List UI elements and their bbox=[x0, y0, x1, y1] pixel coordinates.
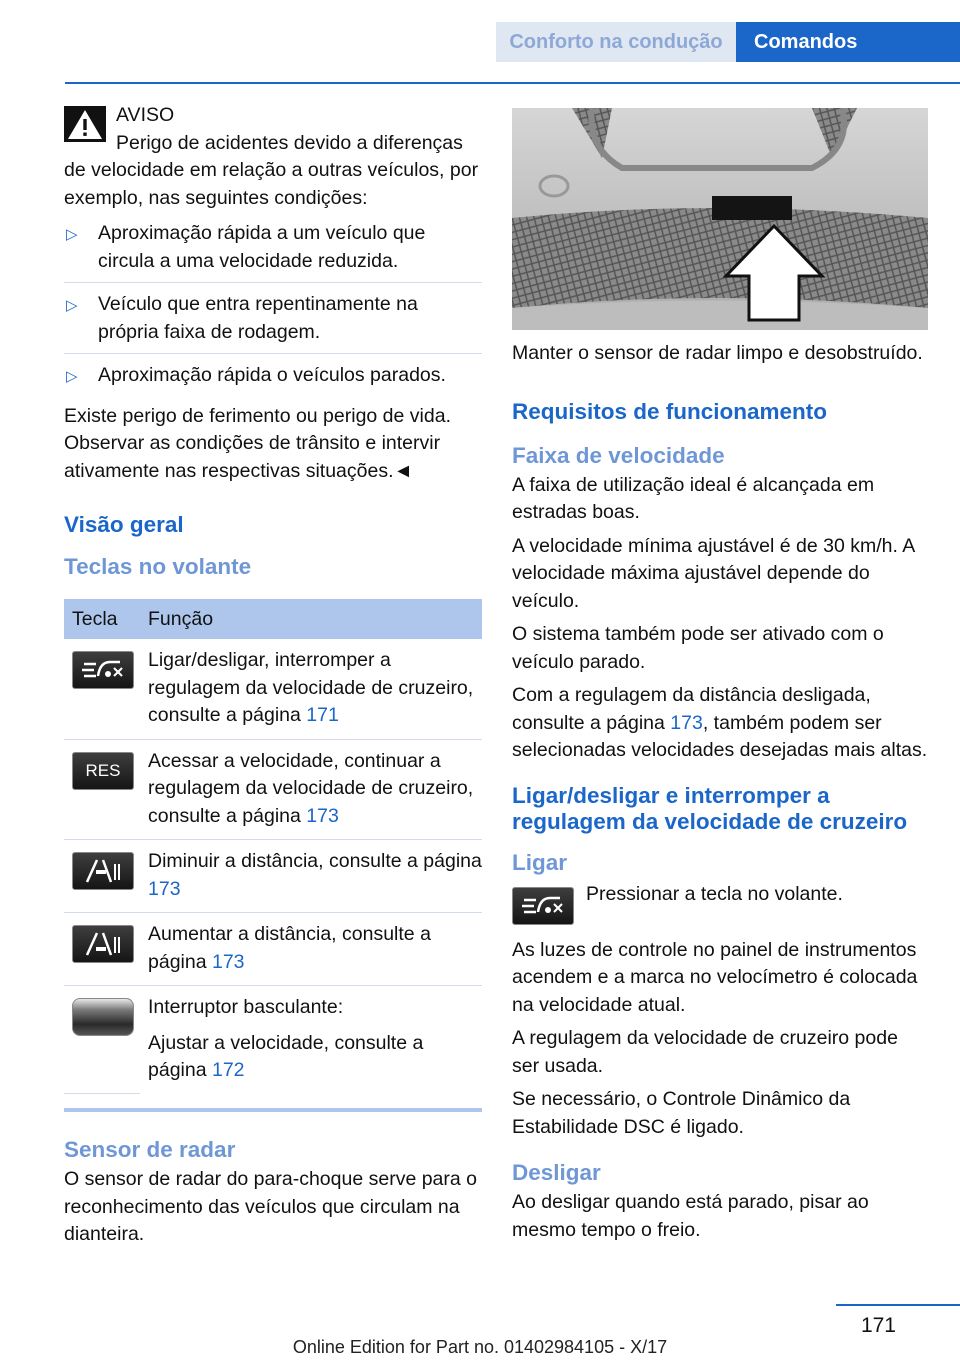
page-header bbox=[0, 22, 960, 62]
distance-decrease-icon bbox=[72, 852, 134, 890]
table-row: Aumentar a distância, consulte a página 173 bbox=[64, 913, 482, 986]
page-link[interactable]: 173 bbox=[148, 877, 181, 900]
header-rule bbox=[65, 82, 960, 84]
chapter-tab[interactable]: Comandos bbox=[736, 22, 960, 62]
switch-on-p2: A regulagem da velocidade de cruzeiro pode ser usada. bbox=[512, 1027, 898, 1077]
distance-increase-icon bbox=[72, 925, 134, 963]
page-number: 171 bbox=[860, 1314, 896, 1337]
res-button-icon: RES bbox=[72, 752, 134, 790]
requirements-p3: O sistema também pode ser ativado com o veículo parado. bbox=[512, 623, 884, 673]
switch-on-heading: Ligar bbox=[512, 849, 568, 875]
radar-text: O sensor de radar do para-choque serve para o reconhecimento das veículos que circulam na dianteira. bbox=[64, 1168, 477, 1245]
cruise-control-icon bbox=[512, 887, 574, 925]
list-item: ▷ Veículo que entra repentinamente na própria faixa de rodagem. bbox=[64, 291, 482, 354]
table-end-rule bbox=[64, 1108, 482, 1112]
page-link[interactable]: 171 bbox=[306, 704, 339, 726]
requirements-p1: A faixa de utilização ideal é alcançada em estradas boas. bbox=[512, 473, 875, 523]
onoff-heading: Ligar/desligar e interromper a regulagem da velocidade de cruzeiro bbox=[512, 782, 908, 834]
table-row: Interruptor basculante: Ajustar a velocidade, consulte a página 172 bbox=[64, 986, 482, 1094]
warning-closing: Existe perigo de ferimento ou perigo de vida. Observar as condições de trânsito e intervir ativamente nas respectivas situações.◄ bbox=[64, 404, 451, 482]
edition-footer: Online Edition for Part no. 01402984105 - X/17 bbox=[292, 1337, 668, 1357]
triangle-bullet-icon: ▷ bbox=[66, 297, 78, 314]
footer-rule bbox=[836, 1304, 960, 1306]
warning-text: de velocidade em relação a outras veículos, por exemplo, nas seguintes condições: bbox=[64, 159, 479, 209]
warning-first-line: Perigo de acidentes devido a diferenças bbox=[116, 132, 463, 154]
switch-on-p1: As luzes de controle no painel de instrumentos acendem e a marca no velocímetro é colocada na velocidade atual. bbox=[512, 938, 918, 1016]
warning-bullets bbox=[64, 220, 482, 397]
page-link[interactable]: 173 bbox=[211, 950, 245, 973]
radar-caption: Manter o sensor de radar limpo e desobstruído. bbox=[512, 342, 923, 364]
column-header-function: Função bbox=[140, 599, 482, 639]
radar-sensor-photo bbox=[512, 108, 928, 330]
right-column bbox=[512, 104, 928, 1250]
switch-off-text: Ao desligar quando está parado, pisar ao mesmo tempo o freio. bbox=[512, 1191, 869, 1241]
list-item: ▷ Aproximação rápida a um veículo que circula a uma velocidade reduzida. bbox=[64, 220, 482, 283]
steering-keys-heading: Teclas no volante bbox=[64, 554, 252, 579]
switch-on-row bbox=[512, 881, 928, 925]
table-row: RES Acessar a velocidade, continuar a regulagem da velocidade de cruzeiro, consulte a página 173 bbox=[64, 739, 482, 840]
keys-table bbox=[64, 599, 482, 1094]
overview-heading: Visão geral bbox=[64, 512, 184, 537]
switch-on-instruction: Pressionar a tecla no volante. bbox=[586, 882, 843, 905]
list-item: ▷ Aproximação rápida o veículos parados. bbox=[64, 362, 482, 397]
speed-range-heading: Faixa de velocidade bbox=[512, 442, 725, 468]
requirements-heading: Requisitos de funcionamento bbox=[512, 398, 828, 424]
warning-triangle-icon bbox=[64, 106, 106, 142]
switch-off-heading: Desligar bbox=[512, 1160, 601, 1185]
radar-sensor-heading: Sensor de radar bbox=[64, 1137, 236, 1162]
warning-box bbox=[64, 100, 482, 485]
table-row: Diminuir a distância, consulte a página 173 bbox=[64, 840, 482, 913]
column-header-key: Tecla bbox=[64, 599, 140, 639]
page-link[interactable]: 172 bbox=[211, 1059, 245, 1081]
switch-on-p3: Se necessário, o Controle Dinâmico da Estabilidade DSC é ligado. bbox=[512, 1088, 851, 1138]
requirements-p4: Com a regulagem da distância desligada, consulte a página 173, também podem ser selecionadas velocidades desejadas mais altas. bbox=[512, 684, 928, 761]
warning-title: AVISO bbox=[116, 104, 175, 126]
cruise-control-icon bbox=[72, 651, 134, 689]
section-tab[interactable]: Conforto na condução bbox=[496, 22, 736, 62]
table-row: Ligar/desligar, interromper a regulagem da velocidade de cruzeiro, consulte a página 171 bbox=[64, 639, 482, 739]
triangle-bullet-icon: ▷ bbox=[66, 226, 78, 243]
triangle-bullet-icon: ▷ bbox=[66, 368, 78, 385]
requirements-p2: A velocidade mínima ajustável é de 30 km/h. A velocidade máxima ajustável depende do veículo. bbox=[512, 534, 915, 612]
page-link[interactable]: 173 bbox=[670, 711, 703, 734]
rocker-switch-icon bbox=[72, 998, 134, 1036]
left-column bbox=[64, 100, 482, 1255]
page-link[interactable]: 173 bbox=[306, 804, 339, 827]
